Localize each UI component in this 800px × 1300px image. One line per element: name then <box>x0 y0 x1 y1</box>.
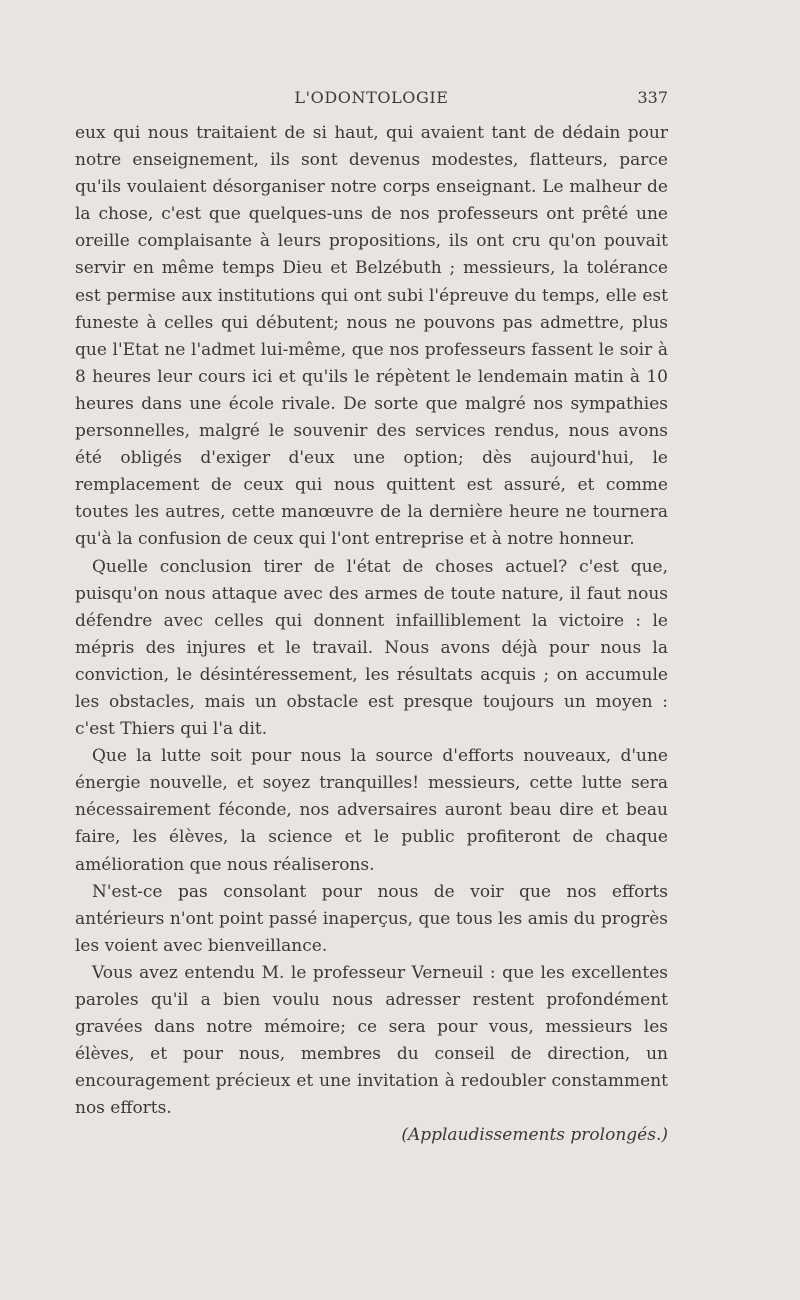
paragraph-4: N'est-ce pas consolant pour nous de voir que nos efforts antérieurs n'ont point passé inaperçus, que tous les amis du progrès les voient avec bienveillance. <box>75 881 668 956</box>
paragraph-5: Vous avez entendu M. le professeur Verneuil : que les excellentes paroles qu'il a bien voulu nous adresser restent profondément gravées dans notre mémoire; ce sera pour vous, messieurs les élèves, et pour nous, membres du conseil de direction, un encouragement précieux et une invitation à redoubler constamment nos efforts. <box>75 962 668 1119</box>
closing-line <box>75 1122 668 1149</box>
paragraph-1: eux qui nous traitaient de si haut, qui avaient tant de dédain pour notre enseignement, ils sont devenus modestes, flatteurs, parce qu'ils voulaient désorganiser notre corps enseignant. Le malheur de la chose, c'est que quelques-uns de nos professeurs ont prêté une oreille complaisante à leurs propositions, ils ont cru qu'on pouvait servir en même temps Dieu et Belzébuth ; messieurs, la tolérance est permise aux institutions qui ont subi l'épreuve du temps, elle est funeste à celles qui débutent; nous ne pouvons pas admettre, plus que l'Etat ne l'admet lui-même, que nos professeurs fassent le soir à 8 heures leur cours ici et qu'ils le répètent le lendemain matin à 10 heures dans une école rivale. De sorte que malgré nos sympathies personnelles, malgré le souvenir des services rendus, nous avons été obligés d'exiger d'eux une option; dès aujourd'hui, le remplacement de ceux qui nous quittent est assuré, et comme toutes les autres, cette manœuvre de la dernière heure ne tournera qu'à la confusion de ceux qui l'ont entreprise et à notre honneur. <box>75 123 668 550</box>
page-number: 337 <box>637 88 668 107</box>
paragraph-2: Quelle conclusion tirer de l'état de choses actuel? c'est que, puisqu'on nous attaque avec des armes de toute nature, il faut nous défendre avec celles qui donnent infailliblement la victoire : le mépris des injures et le travail. Nous avons déjà pour nous la conviction, le désintéressement, les résultats acquis ; on accumule les obstacles, mais un obstacle est presque toujours un moyen : c'est Thiers qui l'a dit. <box>75 556 668 740</box>
applause-note: (Applaudissements prolongés.) <box>401 1125 668 1146</box>
paragraph-3: Que la lutte soit pour nous la source d'efforts nouveaux, d'une énergie nouvelle, et soyez tranquilles! messieurs, cette lutte sera nécessairement féconde, nos adversaires auront beau dire et beau faire, les élèves, la science et le public profiteront de chaque amélioration que nous réaliserons. <box>75 746 668 875</box>
page-header <box>75 88 668 112</box>
running-title: L'ODONTOLOGIE <box>294 88 449 107</box>
body-text <box>75 120 668 1150</box>
